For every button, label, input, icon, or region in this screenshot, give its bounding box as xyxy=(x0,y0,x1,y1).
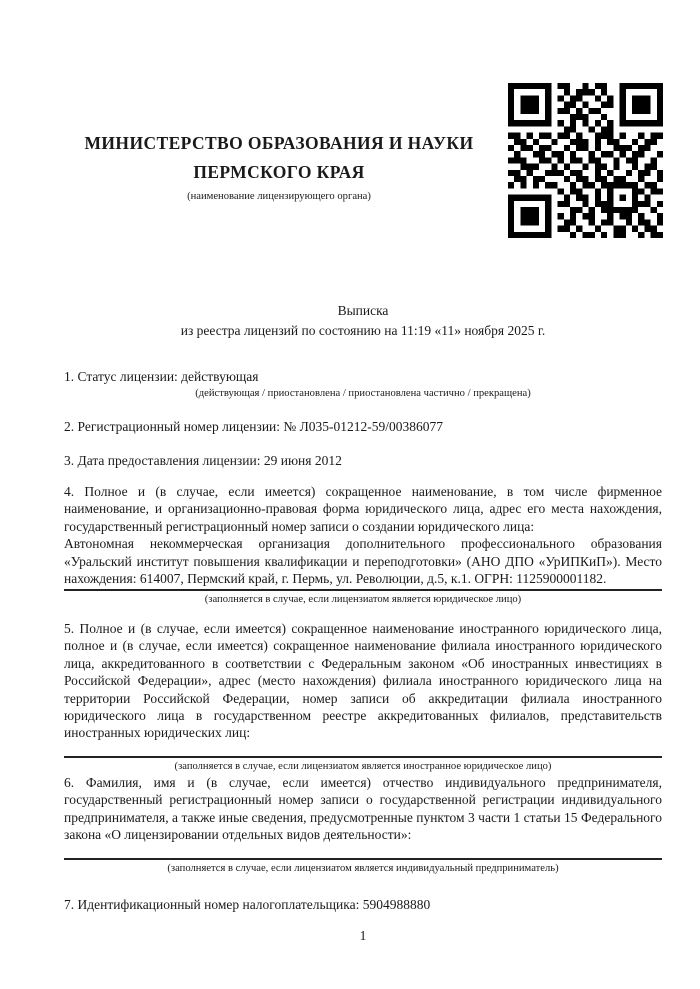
item-5-text: 5. Полное и (в случае, если имеется) сокращенное наименование иностранного юридического лица, полное и (в случае, если имеется) сокращенное наименование филиала иностранного юридического лица, аккредитованного в соответствии с Федеральным законом «Об иностранных инвестициях в Российской Федерации», адрес (место нахождения) филиала иностранного юридического лица на территории Российской Федерации, номер записи об аккредитации филиала иностранного юридического лица в государственном реестре аккредитованных филиалов, представительств иностранных юридических лиц: xyxy=(64,621,662,741)
item-1-note: (действующая / приостановлена / приостановлена частично / прекращена) xyxy=(195,388,531,400)
licensing-authority-header xyxy=(64,129,494,203)
license-item-7-taxpayer-id xyxy=(64,896,662,913)
license-item-4-legal-entity xyxy=(64,483,662,606)
item-4-value: Автономная некоммерческая организация дополнительного профессионального образования «Уральский институт повышения квалификации и переподготовки» (АНО ДПО «УрИПКиП»). Место нахождения: 614007, Пермский край, г. Пермь, ул. Революции, д.5, к.1. ОГРН: 1125900001182. xyxy=(64,536,662,587)
ministry-name-line1: МИНИСТЕРСТВО ОБРАЗОВАНИЯ И НАУКИ xyxy=(84,133,474,153)
document-title-line2: из реестра лицензий по состоянию на 11:19 «11» ноября 2025 г. xyxy=(180,323,546,338)
fill-in-line xyxy=(64,858,662,860)
item-3-text: 3. Дата предоставления лицензии: 29 июня 2012 xyxy=(64,453,342,468)
ministry-name-line2: ПЕРМСКОГО КРАЯ xyxy=(193,162,365,182)
fill-in-line xyxy=(64,756,662,758)
license-item-2-registration-number xyxy=(64,418,662,435)
item-6-note: (заполняется в случае, если лицензиатом является индивидуальный предприниматель) xyxy=(167,862,559,874)
item-5-note: (заполняется в случае, если лицензиатом является иностранное юридическое лицо) xyxy=(174,760,552,772)
item-4-text: 4. Полное и (в случае, если имеется) сокращенное наименование, в том числе фирменное наименование, и организационно-правовая форма юридического лица, адрес его места нахождения, государственный регистрационный номер записи о создании юридического лица: xyxy=(64,484,662,534)
item-4-note: (заполняется в случае, если лицензиатом является юридическое лицо) xyxy=(204,594,522,606)
license-item-3-grant-date xyxy=(64,452,662,469)
page-number: 1 xyxy=(359,928,367,943)
item-1-text: 1. Статус лицензии: действующая xyxy=(64,369,259,384)
item-2-text: 2. Регистрационный номер лицензии: № Л035-01212-59/00386077 xyxy=(64,419,444,434)
item-6-text: 6. Фамилия, имя и (в случае, если имеется) отчество индивидуального предпринимателя, государственный регистрационный номер записи о государственной регистрации индивидуального предпринимателя, а также иные сведения, предусмотренные пунктом 3 части 1 статьи 15 Федерального закона «О лицензировании отдельных видов деятельности»: xyxy=(64,775,662,843)
item-7-text: 7. Идентификационный номер налогоплательщика: 5904988880 xyxy=(64,897,431,912)
qr-code xyxy=(508,83,663,238)
license-item-6-individual-entrepreneur xyxy=(64,774,662,875)
ministry-name-caption: (наименование лицензирующего органа) xyxy=(187,191,371,202)
license-item-1-status xyxy=(64,368,662,400)
license-item-5-foreign-entity xyxy=(64,620,662,773)
document-title-line1: Выписка xyxy=(337,303,389,318)
fill-in-line xyxy=(64,589,662,591)
document-title xyxy=(64,301,662,341)
